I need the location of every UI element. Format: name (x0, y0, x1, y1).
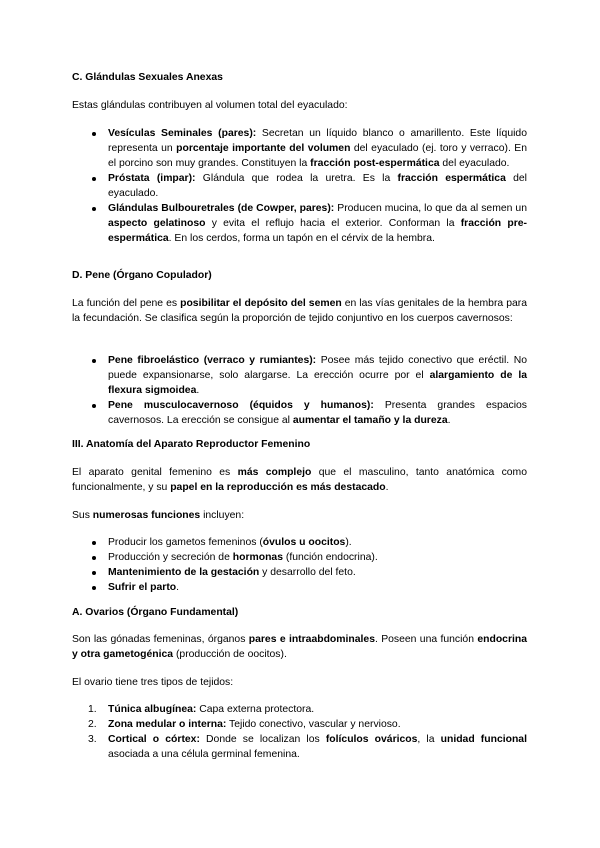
section-c-heading: C. Glándulas Sexuales Anexas (72, 72, 223, 83)
list-item: Pene fibroelástico (verraco y rumiantes): Posee más tejido conectivo que eréctil. No puede expansionarse, solo alargarse. La erección ocurre por el alargamiento de la flexura sigmoidea. (90, 353, 527, 398)
section-a-tissues-intro: El ovario tiene tres tipos de tejidos: (72, 677, 234, 688)
list-item: 2. Zona medular o interna: Tejido conectivo, vascular y nervioso. (88, 719, 401, 730)
section-iii-heading: III. Anatomía del Aparato Reproductor Femenino (72, 439, 311, 450)
list-item: Sufrir el parto. (90, 580, 527, 595)
list-item: Glándulas Bulbouretrales (de Cowper, pares): Producen mucina, lo que da al semen un aspecto gelatinoso y evita el reflujo hacia el exterior. Conforman la fracción pre-espermática. En los cerdos, forma un tapón en el cérvix de la hembra. (90, 201, 527, 246)
list-item: Pene musculocavernoso (équidos y humanos): Presenta grandes espacios cavernosos. La erección se consigue al aumentar el tamaño y la dureza. (90, 398, 527, 428)
section-d-intro: La función del pene es posibilitar el depósito del semen en las vías genitales de la hembra para la fecundación. Se clasifica según la proporción de tejido conjuntivo en los cuerpos cavernosos: (72, 298, 528, 324)
section-c-list (90, 126, 527, 246)
section-c-intro: Estas glándulas contribuyen al volumen total del eyaculado: (72, 100, 348, 111)
section-a-heading: A. Ovarios (Órgano Fundamental) (72, 607, 239, 618)
list-item: Mantenimiento de la gestación y desarrollo del feto. (90, 565, 527, 580)
section-d-list (90, 353, 527, 428)
list-item: Producción y secreción de hormonas (función endocrina). (90, 550, 527, 565)
section-iii-intro: El aparato genital femenino es más complejo que el masculino, tanto anatómica como funcionalmente, y su papel en la reproducción es más destacado. (72, 467, 527, 493)
section-a-list (90, 702, 527, 762)
section-a-intro: Son las gónadas femeninas, órganos pares e intraabdominales. Poseen una función endocrina y otra gametogénica (producción de oocitos). (72, 634, 527, 660)
list-item: Producir los gametos femeninos (óvulos u oocitos). (90, 535, 527, 550)
section-d-heading: D. Pene (Órgano Copulador) (72, 270, 212, 281)
section-iii-list (90, 535, 527, 595)
list-item: 1. Túnica albugínea: Capa externa protectora. (88, 704, 315, 715)
list-item: Próstata (impar): Glándula que rodea la uretra. Es la fracción espermática del eyaculado. (90, 171, 527, 201)
section-iii-functions-intro: Sus numerosas funciones incluyen: (72, 510, 245, 521)
list-item: Vesículas Seminales (pares): Secretan un líquido blanco o amarillento. Este líquido representa un porcentaje importante del volumen del eyaculado (ej. toro y verraco). En el porcino son muy grandes. Constituyen la fracción post-espermática del eyaculado. (90, 126, 527, 171)
list-item: 3. Cortical o córtex: Donde se localizan los folículos ováricos, la unidad funcional asociada a una célula germinal femenina. (88, 734, 527, 760)
